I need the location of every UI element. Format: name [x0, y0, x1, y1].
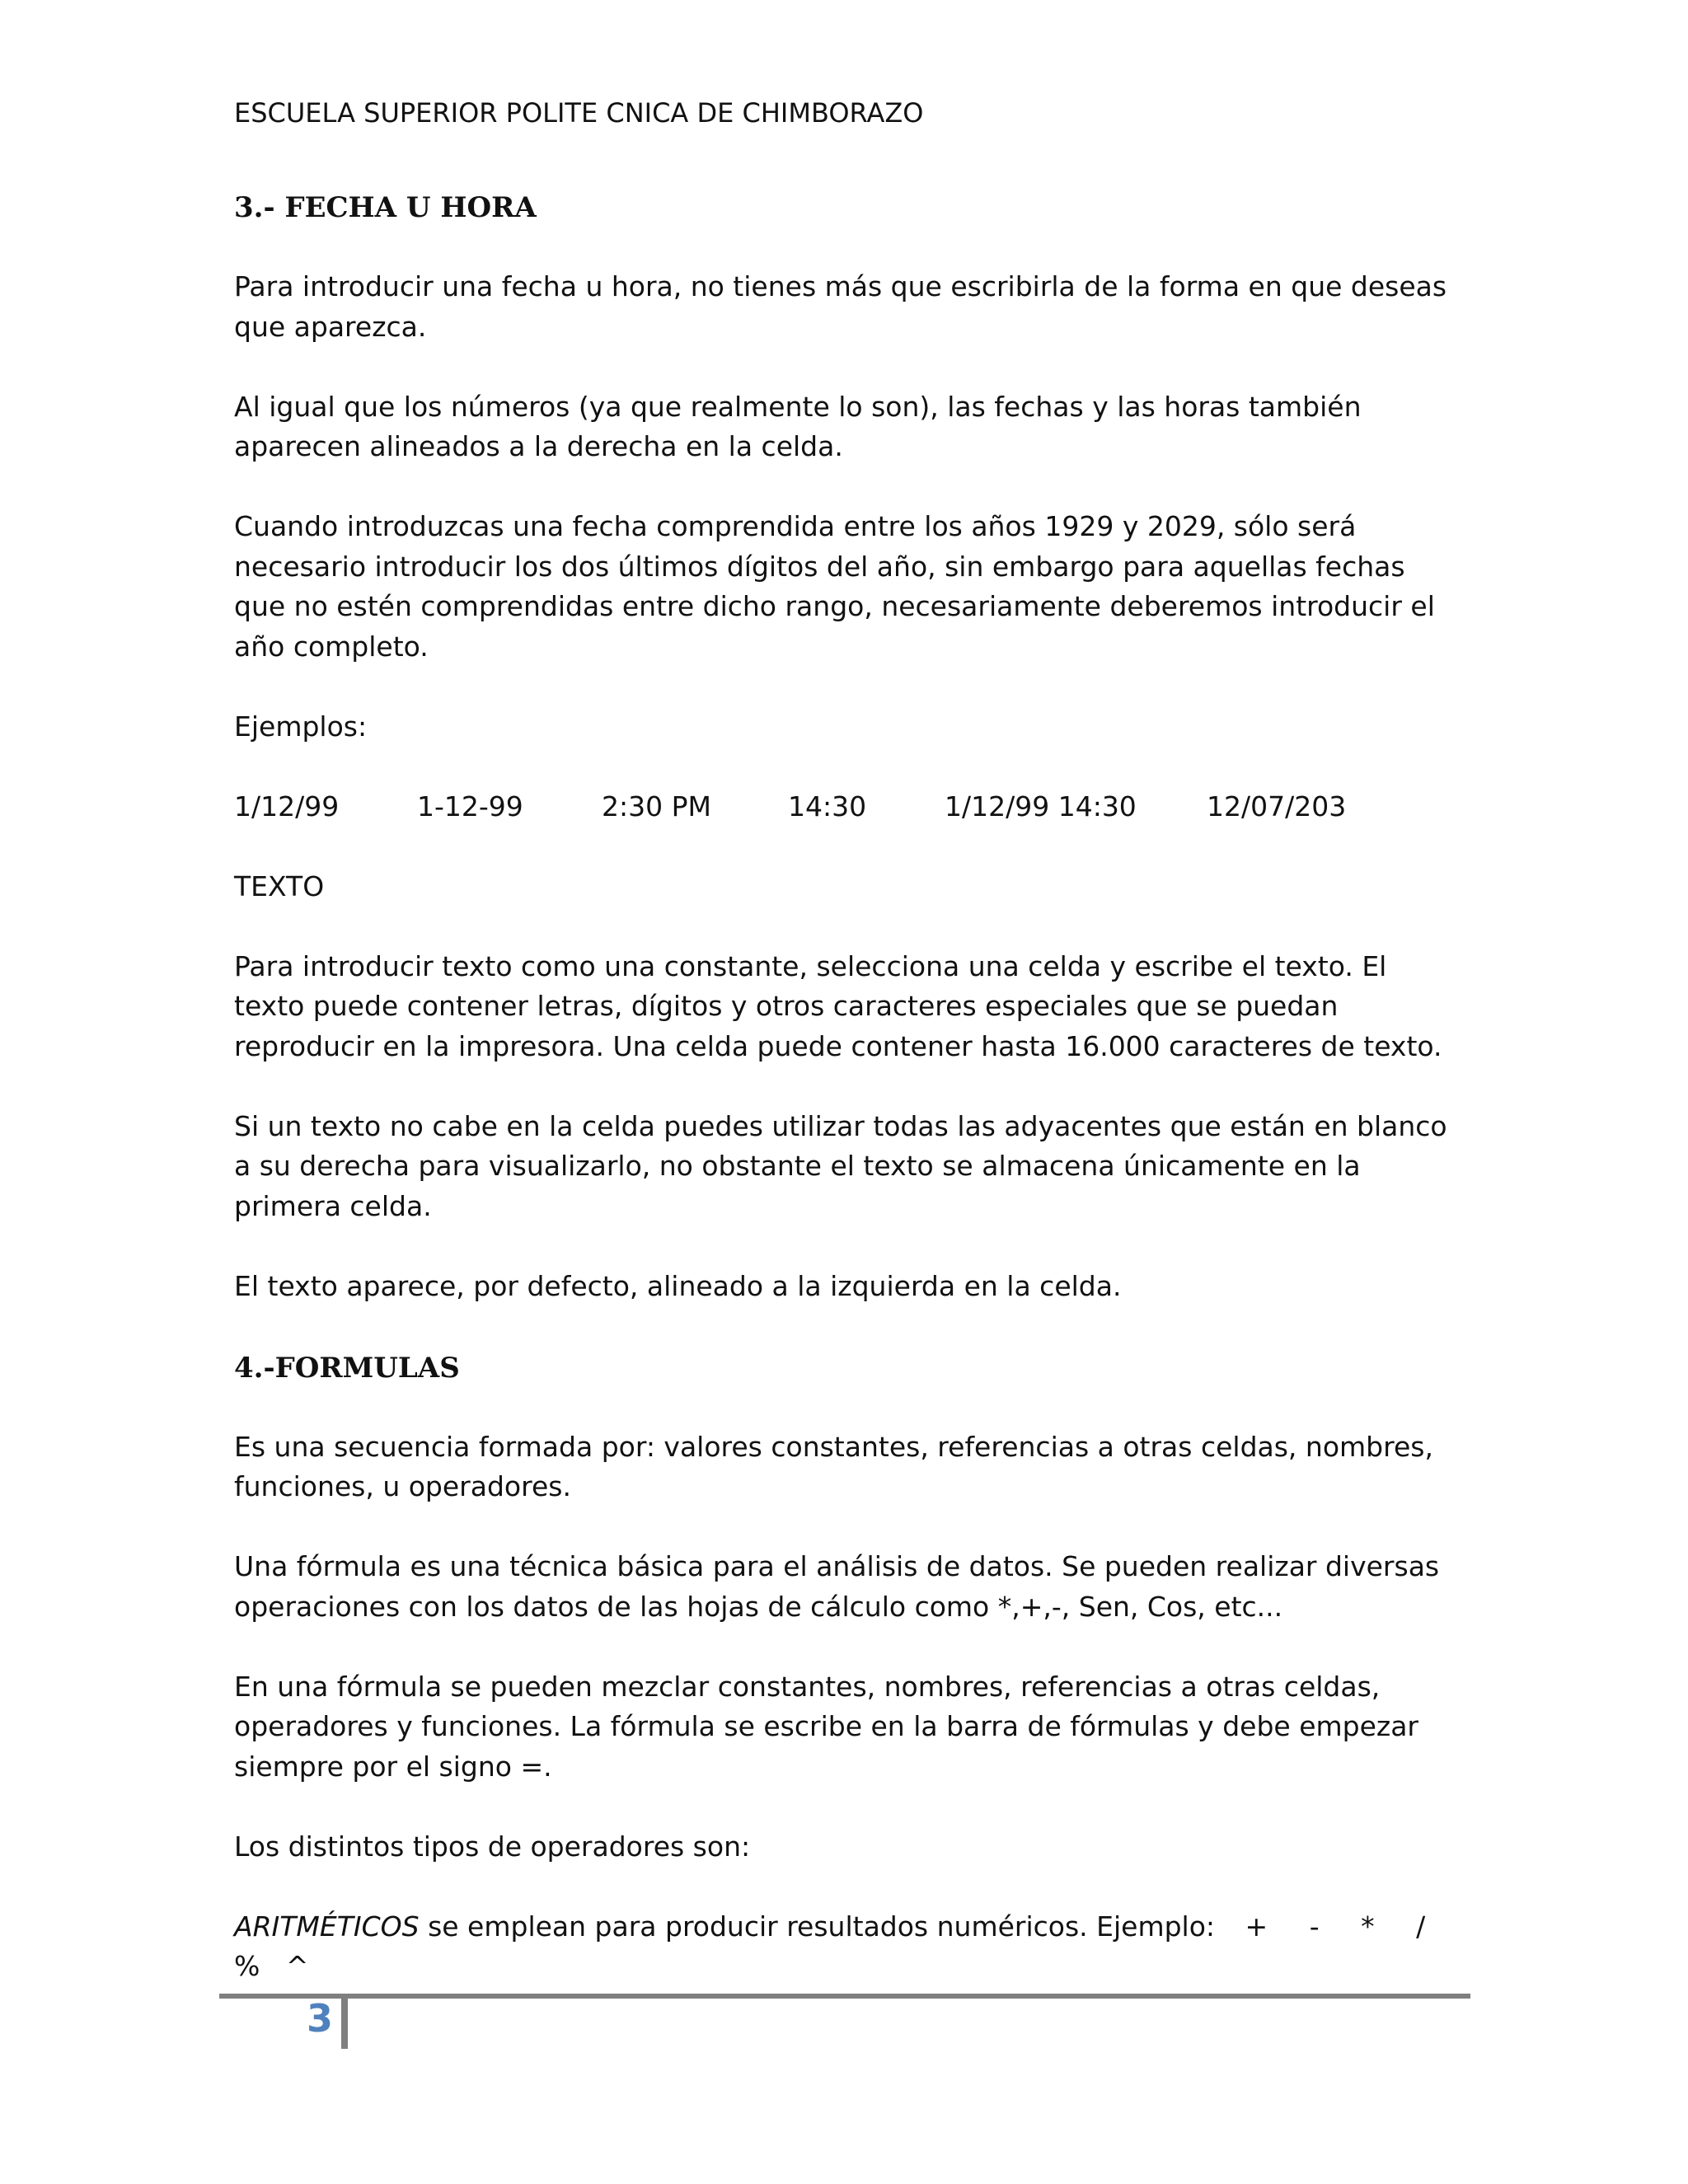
arithmetic-operators-paragraph — [234, 1907, 1454, 1987]
operator-list-continued: % ^ — [234, 1950, 309, 1982]
operator-divide: / — [1416, 1910, 1426, 1943]
example-item: 14:30 — [788, 790, 867, 823]
paragraph: Los distintos tipos de operadores son: — [234, 1830, 751, 1863]
page-header: ESCUELA SUPERIOR POLITE CNICA DE CHIMBORAZO — [234, 97, 924, 129]
example-item: 1/12/99 — [234, 790, 340, 823]
page-number: 3 — [307, 1996, 334, 2041]
example-item: 2:30 PM — [602, 790, 711, 823]
section-3-title: 3.- FECHA U HORA — [234, 191, 537, 224]
operator-multiply: * — [1361, 1910, 1375, 1943]
texto-title: TEXTO — [234, 869, 325, 902]
paragraph: El texto aparece, por defecto, alineado a la izquierda en la celda. — [234, 1269, 1122, 1302]
paragraph: Para introducir texto como una constante, selecciona una celda y escribe el texto. El texto puede contener letras, dígitos y otros caracteres especiales que se puedan reproducir en la impresora. Una celda puede contener hasta 16.000 caracteres de texto. — [234, 949, 1442, 1062]
operator-plus: + — [1245, 1910, 1268, 1943]
example-item: 12/07/203 — [1207, 790, 1347, 823]
examples-label: Ejemplos: — [234, 710, 368, 743]
example-item: 1-12-99 — [417, 790, 523, 823]
examples-row — [234, 787, 1454, 827]
paragraph: En una fórmula se pueden mezclar constantes, nombres, referencias a otras celdas, operadores y funciones. La fórmula se escribe en la barra de fórmulas y debe empezar siempre por el signo =. — [234, 1670, 1418, 1783]
arithmetic-label: ARITMÉTICOS — [234, 1910, 420, 1943]
paragraph: Al igual que los números (ya que realmente lo son), las fechas y las horas también aparecen alineados a la derecha en la celda. — [234, 390, 1362, 462]
operator-minus: - — [1309, 1910, 1320, 1943]
footer-rule — [219, 1994, 1470, 1999]
section-4-title: 4.-FORMULAS — [234, 1351, 460, 1385]
footer-divider — [341, 1996, 348, 2049]
paragraph: Una fórmula es una técnica básica para el análisis de datos. Se pueden realizar diversas operaciones con los datos de las hojas de cálculo como *,+,-, Sen, Cos, etc... — [234, 1550, 1440, 1623]
page-body — [234, 186, 1454, 1987]
operator-list — [1224, 1910, 1426, 1943]
paragraph: Para introducir una fecha u hora, no tienes más que escribirla de la forma en que deseas que aparezca. — [234, 270, 1447, 343]
paragraph: Si un texto no cabe en la celda puedes utilizar todas las adyacentes que están en blanco a su derecha para visualizarlo, no obstante el texto se almacena únicamente en la primera celda. — [234, 1109, 1447, 1222]
paragraph: Es una secuencia formada por: valores constantes, referencias a otras celdas, nombres, funciones, u operadores. — [234, 1430, 1433, 1502]
arithmetic-text: se emplean para producir resultados numéricos. Ejemplo: — [419, 1910, 1216, 1943]
example-item: 1/12/99 14:30 — [945, 790, 1137, 823]
paragraph: Cuando introduzcas una fecha comprendida entre los años 1929 y 2029, sólo será necesario introducir los dos últimos dígitos del año, sin embargo para aquellas fechas que no estén comprendidas entre dicho rango, necesariamente deberemos introducir el año completo. — [234, 510, 1435, 663]
